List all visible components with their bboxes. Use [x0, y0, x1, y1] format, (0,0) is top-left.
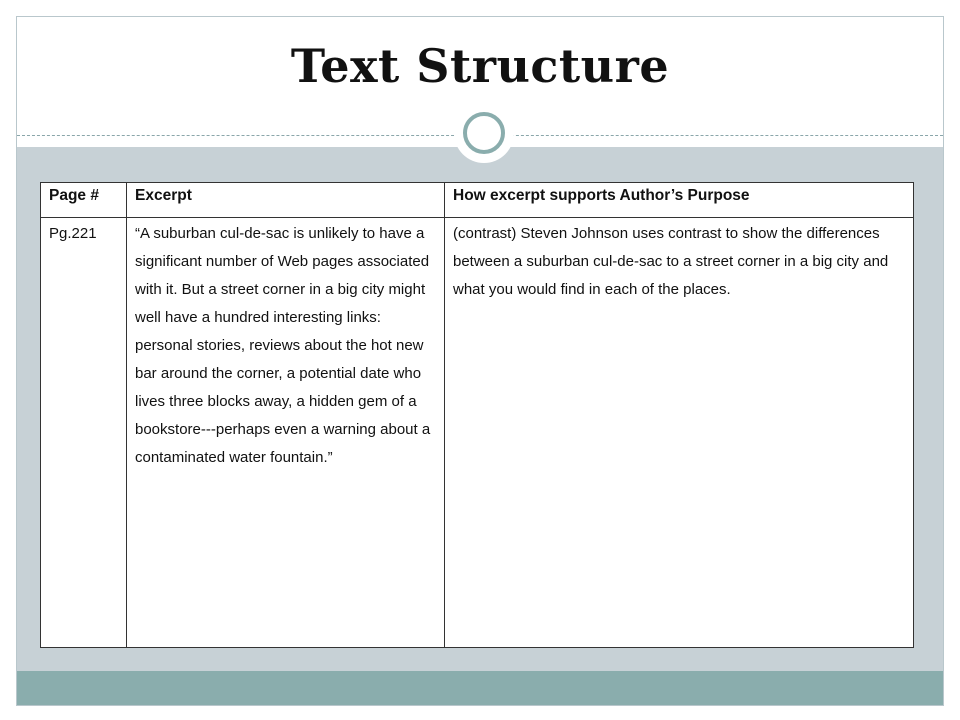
header-page: Page #	[41, 183, 127, 218]
cell-excerpt: “A suburban cul-de-sac is unlikely to have a significant number of Web pages associated with it. But a street corner in a big city might well have a hundred interesting links: personal stories, reviews about the hot new bar around the corner, a potential date who lives three blocks away, a hidden gem of a bookstore---perhaps even a warning about a contaminated water fountain.”	[127, 218, 445, 648]
header-purpose: How excerpt supports Author’s Purpose	[445, 183, 914, 218]
footer-band	[17, 671, 943, 705]
circle-ornament-icon	[454, 103, 514, 163]
cell-page: Pg.221	[41, 218, 127, 648]
slide-title: Text Structure	[290, 39, 670, 93]
table-header-row	[41, 183, 914, 218]
cell-purpose: (contrast) Steven Johnson uses contrast to show the differences between a suburban cul-de-sac to a street corner in a big city and what you would find in each of the places.	[445, 218, 914, 648]
header-excerpt: Excerpt	[127, 183, 445, 218]
excerpt-table	[40, 182, 914, 648]
ornament-ring	[463, 112, 505, 154]
table-row	[41, 218, 914, 648]
